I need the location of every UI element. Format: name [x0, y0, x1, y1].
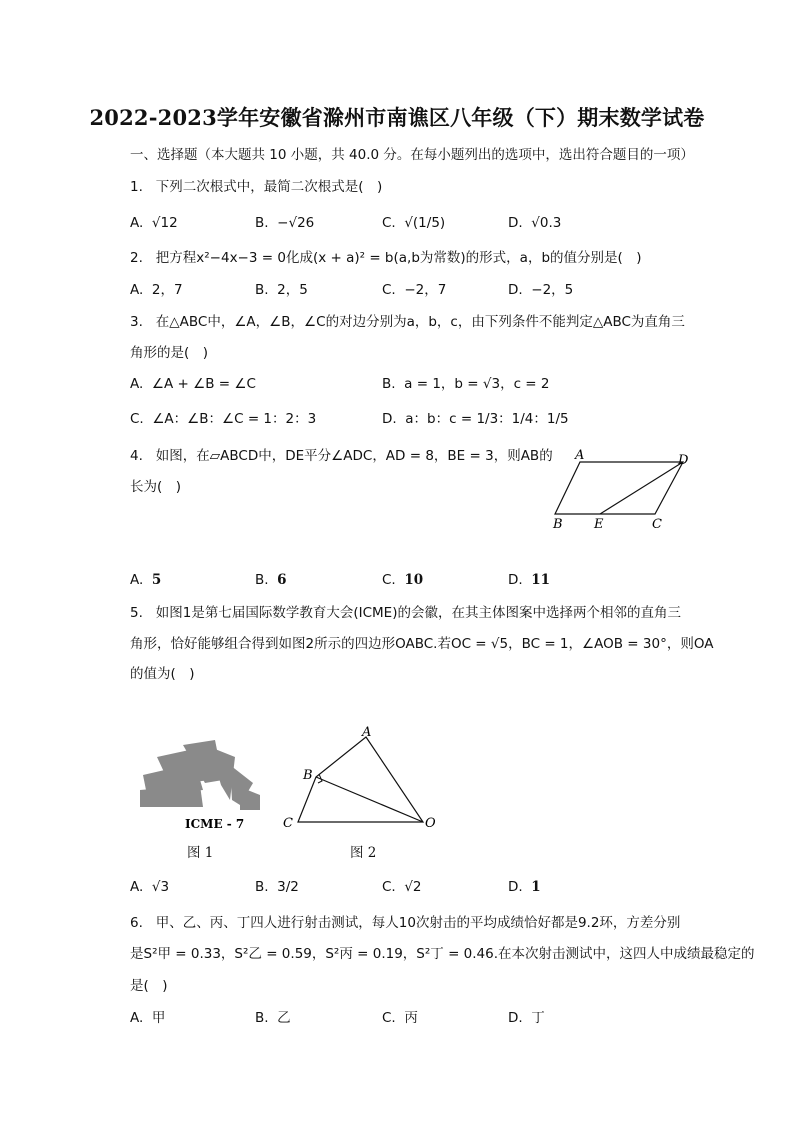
option-2c: C. −2，7: [382, 282, 447, 298]
question-number: 1.: [130, 179, 143, 195]
option-5c: C. √2: [382, 879, 422, 895]
quadrilateral-figure: [278, 725, 443, 835]
option-4c: C. 10: [382, 572, 424, 588]
option-5d: D. 1: [508, 879, 541, 895]
option-content: √(1/5): [404, 215, 446, 231]
question-3-line2: 角形的是( ): [130, 345, 209, 361]
option-5a: A. √3: [130, 879, 170, 895]
option-4d: D. 11: [508, 572, 551, 588]
question-4: [130, 446, 553, 466]
option-1b: B. −√26: [255, 215, 315, 231]
label-a: A: [362, 725, 372, 740]
question-6-line3: 是( ): [130, 978, 168, 994]
option-1d: D. √0.3: [508, 215, 562, 231]
option-4a: A. 5: [130, 572, 162, 588]
question-5-line2: 角形，恰好能够组合得到如图2所示的四边形OABC.若OC = √5，BC = 1，∠AOB = 30°，则OA: [130, 636, 714, 652]
label-a: A: [575, 448, 585, 463]
question-number: 3.: [130, 314, 143, 330]
quadrilateral-oabc: [298, 737, 423, 822]
option-6a: A. 甲: [130, 1010, 166, 1026]
option-6d: D. 丁: [508, 1010, 545, 1026]
icme-logo-text: ICME - 7: [185, 817, 245, 831]
question-number: 4.: [130, 448, 143, 464]
option-content: √12: [151, 215, 178, 231]
question-4-line2: 长为( ): [130, 479, 182, 495]
question-5: [130, 603, 681, 623]
question-6-line2: 是S²甲 = 0.33，S²乙 = 0.59，S²丙 = 0.19，S²丁 = 0.46.在本次射击测试中，这四人中成绩最稳定的: [130, 946, 755, 962]
option-3d: D. a：b：c = 1/3：1/4：1/5: [382, 411, 569, 427]
label-o: O: [425, 816, 436, 831]
question-text-line1: 如图1是第七届国际数学教育大会(ICME)的会徽，在其主体图案中选择两个相邻的直角三: [155, 605, 681, 621]
option-6c: C. 丙: [382, 1010, 418, 1026]
option-3c: C. ∠A：∠B：∠C = 1：2：3: [130, 411, 317, 427]
label-d: D: [678, 453, 689, 468]
label-e: E: [594, 517, 604, 532]
question-3: [130, 312, 685, 332]
question-text: 把方程x²−4x−3 = 0化成(x + a)² = b(a,b为常数)的形式，a，b的值分别是( ): [155, 250, 642, 266]
option-content: −√26: [277, 215, 315, 231]
section-heading: 一、选择题（本大题共 10 小题，共 40.0 分。在每小题列出的选项中，选出符合题目的一项）: [130, 147, 694, 163]
label-b: B: [553, 517, 563, 532]
question-text: 下列二次根式中，最简二次根式是( ): [155, 179, 383, 195]
question-text-line1: 在△ABC中，∠A，∠B，∠C的对边分别为a，b，c，由下列条件不能判定△ABC为直角三: [155, 314, 685, 330]
option-2d: D. −2，5: [508, 282, 574, 298]
option-3a: A. ∠A + ∠B = ∠C: [130, 376, 256, 392]
figure-2-caption: 图 2: [350, 845, 377, 861]
option-2b: B. 2，5: [255, 282, 308, 298]
option-1a: A. √12: [130, 215, 178, 231]
figure-1-caption: 图 1: [187, 845, 214, 861]
icme-logo-figure: [135, 735, 270, 835]
question-text-line1: 甲、乙、丙、丁四人进行射击测试，每人10次射击的平均成绩恰好都是9.2环，方差分别: [155, 915, 681, 931]
question-2: [130, 248, 642, 268]
option-4b: B. 6: [255, 572, 287, 588]
option-5b: B. 3/2: [255, 879, 299, 895]
option-3b: B. a = 1，b = √3，c = 2: [382, 376, 550, 392]
question-number: 2.: [130, 250, 143, 266]
parallelogram-figure: [545, 446, 705, 536]
question-number: 6.: [130, 915, 143, 931]
option-6b: B. 乙: [255, 1010, 291, 1026]
option-2a: A. 2，7: [130, 282, 183, 298]
question-number: 5.: [130, 605, 143, 621]
option-content: √0.3: [531, 215, 562, 231]
question-text-line1: 如图，在▱ABCD中，DE平分∠ADC，AD = 8，BE = 3，则AB的: [155, 448, 553, 464]
page-title: 2022-2023学年安徽省滁州市南谯区八年级（下）期末数学试卷: [89, 105, 705, 130]
question-1: [130, 177, 382, 197]
label-c: C: [283, 816, 293, 831]
option-1c: C. √(1/5): [382, 215, 446, 231]
question-6: [130, 913, 680, 933]
question-5-line3: 的值为( ): [130, 666, 195, 682]
label-b: B: [303, 768, 313, 783]
label-c: C: [652, 517, 662, 532]
parallelogram-abcd: [555, 462, 683, 514]
segment-bo: [316, 777, 423, 822]
segment-de: [600, 462, 683, 514]
